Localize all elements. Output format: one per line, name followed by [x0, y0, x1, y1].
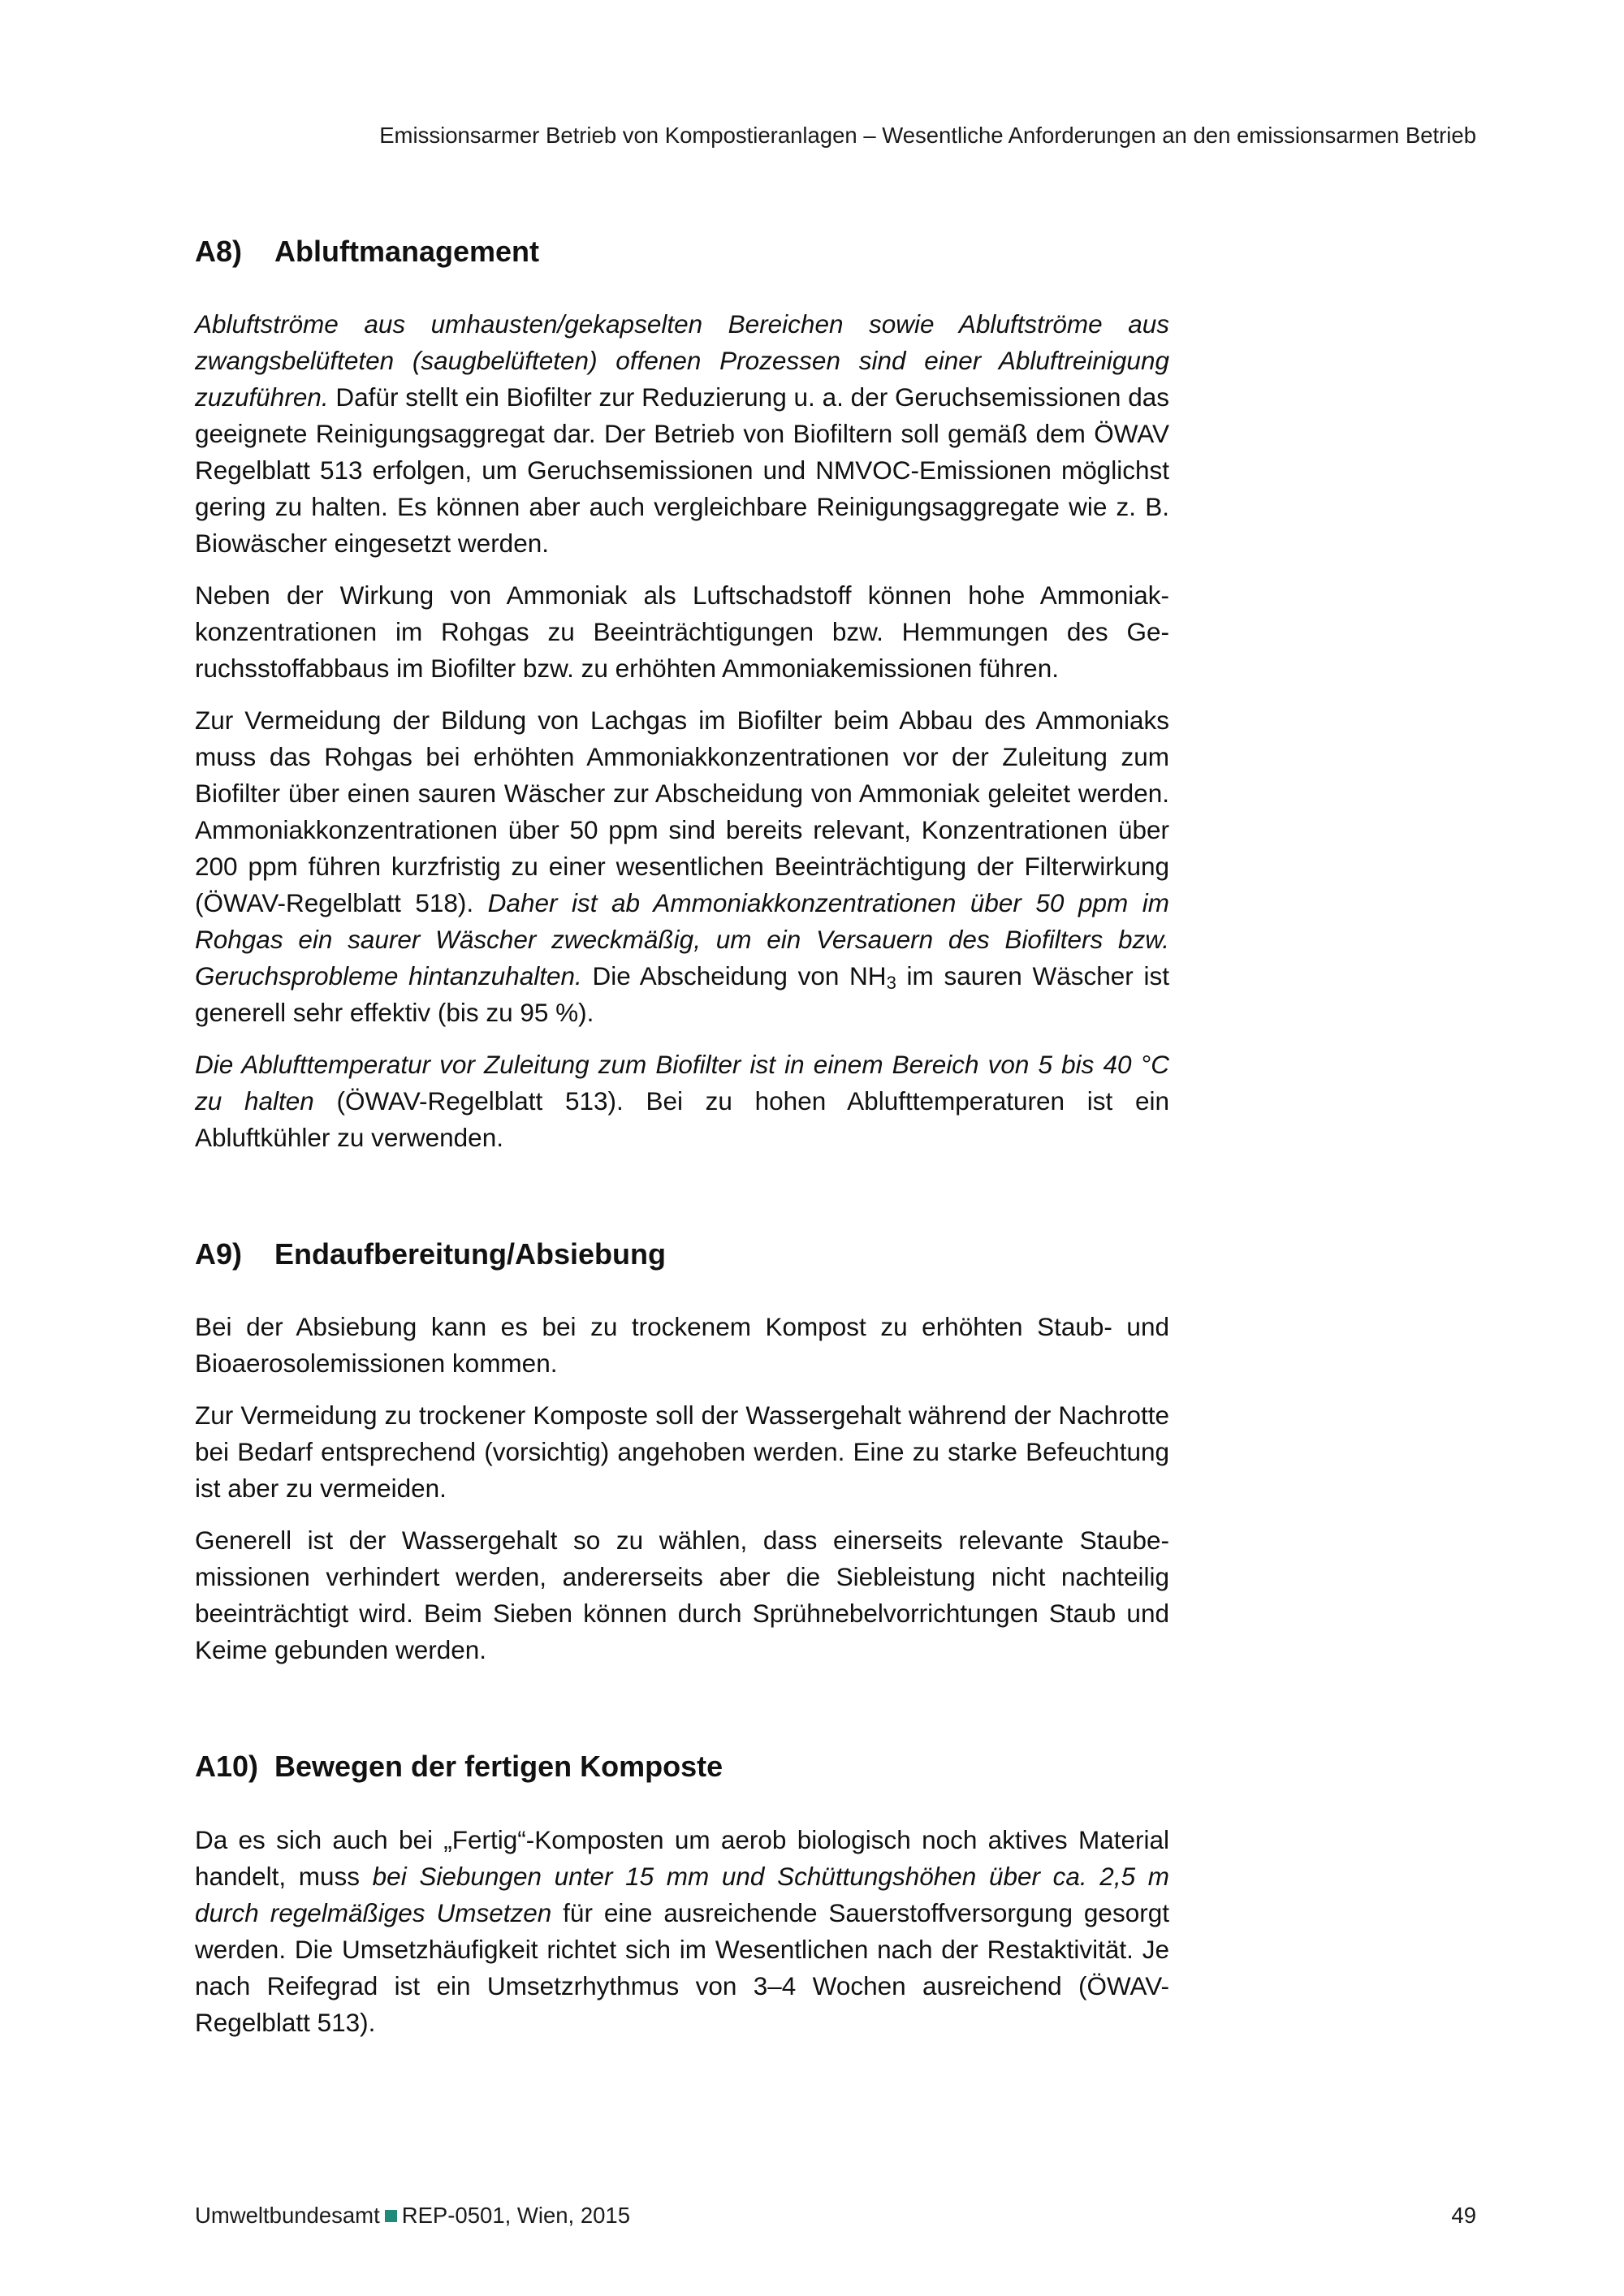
paragraph: Zur Vermeidung zu trockener Komposte soll der Wassergehalt während der Nachrotte bei Bedarf entsprechend (vorsichtig) angehoben werden. Eine zu starke Befeuchtung ist aber zu vermeiden.: [195, 1400, 1169, 1504]
paragraph-text: Neben der Wirkung von Ammoniak als Luftschadstoff können hohe Ammoniakkonzentrationen im Rohgas zu Beeinträchtigungen bzw. Hemmungen des Geruchsstoffabbaus im Biofilter bzw. zu erhöhten Ammoniakemissionen führen.: [195, 580, 1169, 684]
italic-text: Abluftströme aus umhausten/gekapselten Bereichen sowie Abluftströme aus zwangsbelüfteten (saugbelüfteten) offenen Prozessen sind einer Abluftreinigung zuzuführen.: [195, 309, 1169, 412]
section-number: A9): [195, 1237, 243, 1271]
paragraph-text: im sauren Wäscher ist generell sehr effektiv (bis zu 95 %).: [195, 961, 1169, 1028]
paragraph-text: (ÖWAV-Regelblatt 513). Bei zu hohen Ablufttemperaturen ist ein Abluftkühler zu verwenden.: [195, 1086, 1169, 1153]
paragraph: [195, 1822, 1169, 2041]
section-a8: [195, 234, 1169, 1156]
page-body: [195, 234, 1169, 2056]
section-title: Abluftmanagement: [274, 235, 540, 268]
footer-publisher: Umweltbundesamt: [195, 2203, 380, 2228]
running-header: Emissionsarmer Betrieb von Kompostieranlagen – Wesentliche Anforderungen an den emissionsarmen Betrieb: [379, 123, 1476, 148]
section-number: A10): [195, 1750, 259, 1784]
italic-text: bei Siebungen unter 15 mm und Schüttungshöhen über ca. 2,5 m durch regelmäßiges Umsetzen: [195, 1861, 1169, 1927]
footer-citation: [195, 2203, 630, 2229]
section-heading: [195, 1236, 1169, 1271]
italic-text: Die Ablufttemperatur vor Zuleitung zum Biofilter ist in einem Bereich von 5 bis 40 °C zu halten: [195, 1050, 1169, 1116]
paragraph: [195, 306, 1169, 562]
paragraph-text: Die Abscheidung von NH: [581, 961, 887, 991]
section-number: A8): [195, 235, 243, 268]
paragraph-text: Da es sich auch bei „Fertig“-Komposten um aerob biologisch noch aktives Material handelt, muss: [195, 1824, 1169, 1891]
section-a10: [195, 1749, 1169, 2040]
footer-report: REP-0501, Wien, 2015: [401, 2203, 631, 2228]
paragraph-text: Dafür stellt ein Biofilter zur Reduzierung u. a. der Geruchsemissionen das geeignete Reinigungsaggregat dar. Der Betrieb von Biofiltern soll gemäß dem ÖWAV Regelblatt 513 erfolgen, um Geruchsemissionen und NMVOC-Emissionen möglichst gering zu halten. Es können aber auch vergleichbare Reinigungsaggregate wie z. B. Biowäscher eingesetzt werden.: [195, 382, 1169, 559]
paragraph-text: Zur Vermeidung der Bildung von Lachgas im Biofilter beim Abbau des Ammoniaks muss das Rohgas bei erhöhten Ammoniakkonzentrationen vor der Zuleitung zum Biofilter über einen sauren Wäscher zur Abscheidung von Ammoniak geleitet werden. Ammoniakkonzentrationen über 50 ppm sind bereits relevant, Konzentrationen über 200 ppm führen kurzfristig zu einer wesentlichen Beeinträchtigung der Filterwirkung (ÖWAV-Regelblatt 518).: [195, 706, 1169, 918]
paragraph: [195, 577, 1169, 687]
section-a9: [195, 1236, 1169, 1668]
section-title: Endaufbereitung/Absiebung: [274, 1237, 666, 1271]
square-icon: [385, 2210, 397, 2222]
section-heading: [195, 234, 1169, 269]
section-title: Bewegen der fertigen Komposte: [274, 1750, 723, 1784]
paragraph: Generell ist der Wassergehalt so zu wählen, dass einerseits relevante Staubemissionen verhindert werden, andererseits aber die Siebleistung nicht nachteilig beeinträchtigt wird. Beim Sieben können durch Sprühnebelvorrichtungen Staub und Keime gebunden werden.: [195, 1526, 1169, 1665]
section-heading: [195, 1749, 1169, 1784]
paragraph: [195, 702, 1169, 1031]
paragraph-text: für eine ausreichende Sauerstoffversorgung gesorgt werden. Die Umsetzhäufigkeit richtet sich im Wesentlichen nach der Restaktivität. Je nach Reifegrad ist ein Umsetzrhythmus von 3–4 Wochen ausreichend (ÖWAV-Regelblatt 513).: [195, 1897, 1169, 2037]
paragraph: Bei der Absiebung kann es bei zu trockenem Kompost zu erhöhten Staub- und Bioaerosolemissionen kommen.: [195, 1312, 1169, 1379]
italic-text: Daher ist ab Ammoniakkonzentrationen über 50 ppm im Rohgas ein saurer Wäscher zweckmäßig, um ein Versauern des Biofilters bzw. Geruchsprobleme hintanzuhalten.: [195, 888, 1169, 991]
paragraph: [195, 1047, 1169, 1156]
subscript: 3: [886, 973, 896, 994]
page-number: 49: [1451, 2203, 1476, 2228]
